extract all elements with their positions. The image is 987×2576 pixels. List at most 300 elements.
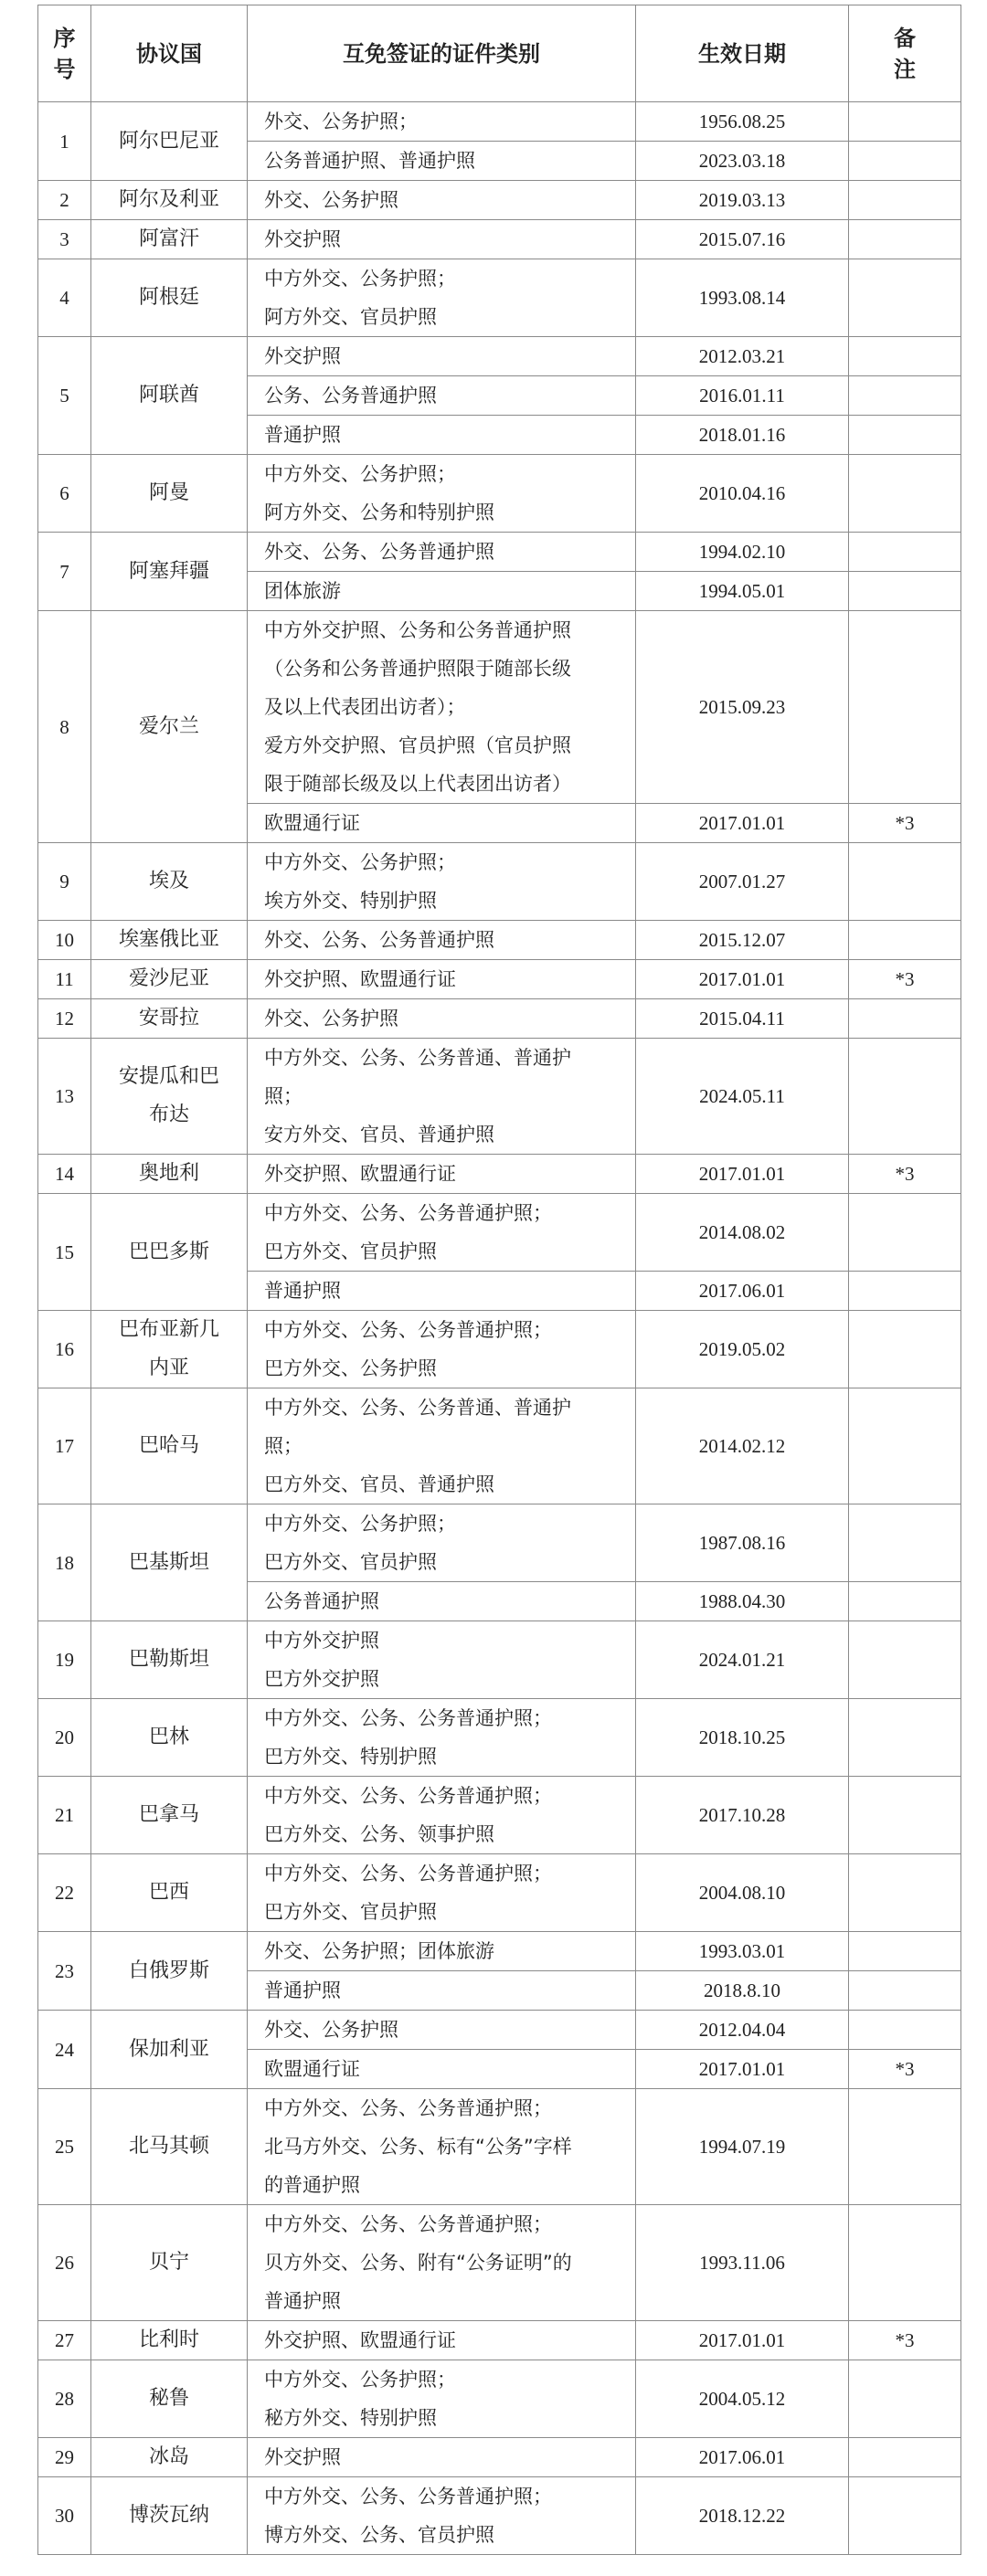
table-row [38,1504,961,1582]
header-note-text: 备 注 [894,25,916,82]
document-type-line: 中方外交、公务护照； [264,463,456,485]
row-number: 15 [38,1194,91,1311]
table-row [38,921,961,960]
remark-cell: *3 [849,2321,961,2360]
country-cell [91,1621,248,1699]
table-header-row [38,5,961,102]
remark-cell [849,533,961,572]
effective-date-cell: 2015.09.23 [636,611,849,804]
country-name-line: 安哥拉 [138,1007,199,1029]
country-name-line: 埃塞俄比亚 [118,928,219,951]
document-type-line: 巴方外交、特别护照 [264,1746,437,1768]
document-type-line: 中方外交、公务护照； [264,2369,456,2391]
remark-cell [849,181,961,220]
document-types-cell [248,376,636,416]
country-cell [91,999,248,1039]
remark-cell [849,376,961,416]
remark-cell [849,1777,961,1854]
document-types-cell [248,999,636,1039]
row-number: 17 [38,1388,91,1504]
document-type-line: 外交护照、欧盟通行证 [264,2329,456,2351]
effective-date-cell: 1987.08.16 [636,1504,849,1582]
document-types-cell [248,1194,636,1272]
table-row [38,1155,961,1194]
document-type-line: 外交、公务护照 [264,2019,398,2041]
row-number: 8 [38,611,91,843]
table-row [38,181,961,220]
document-type-line: 中方外交、公务护照； [264,851,456,873]
table-row [38,2205,961,2321]
document-type-line: 阿方外交、官员护照 [264,306,437,328]
document-type-line: 的普通护照 [264,2174,360,2196]
row-number: 20 [38,1699,91,1777]
table-row [38,1777,961,1854]
country-name-line: 保加利亚 [128,2037,209,2061]
document-types-cell [248,2089,636,2205]
document-type-line: 中方外交护照 [264,1630,379,1652]
remark-cell [849,2438,961,2477]
country-cell [91,2477,248,2555]
table-row [38,455,961,533]
document-types-cell [248,142,636,181]
document-type-line: 外交护照、欧盟通行证 [264,1163,456,1185]
table-row [38,1699,961,1777]
country-cell [91,1039,248,1155]
country-name-line: 巴哈马 [138,1434,199,1457]
document-type-line: 中方外交、公务护照； [264,1513,456,1535]
country-name-line: 阿根廷 [138,286,199,309]
remark-cell [849,416,961,455]
effective-date-cell: 2017.01.01 [636,804,849,843]
row-number: 27 [38,2321,91,2360]
effective-date-cell: 2018.01.16 [636,416,849,455]
document-type-line: 巴方外交、公务、领事护照 [264,1823,494,1845]
document-type-line: 团体旅游 [264,580,341,602]
country-cell [91,2360,248,2438]
document-types-cell [248,1582,636,1621]
header-types: 互免签证的证件类别 [248,5,636,102]
country-cell [91,1699,248,1777]
remark-cell: *3 [849,1155,961,1194]
table-row [38,2321,961,2360]
effective-date-cell: 1994.02.10 [636,533,849,572]
document-type-line: 中方外交、公务、公务普通、普通护 [264,1397,571,1419]
effective-date-cell: 2023.03.18 [636,142,849,181]
document-type-line: 秘方外交、特别护照 [264,2407,437,2429]
country-cell [91,102,248,181]
document-types-cell [248,611,636,804]
country-cell [91,1311,248,1388]
remark-cell [849,142,961,181]
header-no [38,5,91,102]
row-number: 30 [38,2477,91,2555]
document-type-line: 中方外交、公务、公务普通护照； [264,1863,552,1884]
country-name-line: 阿富汗 [138,227,199,250]
effective-date-cell: 2015.12.07 [636,921,849,960]
document-type-line: 外交护照 [264,345,341,367]
effective-date-cell: 1988.04.30 [636,1582,849,1621]
document-type-line: 照； [264,1085,302,1107]
document-type-line: 巴方外交、官员、普通护照 [264,1473,494,1495]
document-type-line: 外交、公务护照 [264,189,398,211]
effective-date-cell: 2018.10.25 [636,1699,849,1777]
row-number: 6 [38,455,91,533]
table-row [38,259,961,337]
table-row [38,843,961,921]
country-name-line: 北马其顿 [128,2135,209,2158]
country-name-line: 埃及 [148,870,189,892]
row-number: 12 [38,999,91,1039]
remark-cell [849,2360,961,2438]
document-types-cell [248,1039,636,1155]
country-name-line: 阿塞拜疆 [128,559,209,583]
header-country: 协议国 [91,5,248,102]
document-type-line: 巴方外交、公务护照 [264,1357,437,1379]
country-cell [91,611,248,843]
effective-date-cell: 2012.03.21 [636,337,849,376]
effective-date-cell: 2015.07.16 [636,220,849,259]
document-types-cell [248,1621,636,1699]
row-number: 22 [38,1854,91,1932]
remark-cell [849,2089,961,2205]
document-type-line: 外交护照 [264,228,341,250]
effective-date-cell: 2007.01.27 [636,843,849,921]
table-row [38,1932,961,1971]
document-types-cell [248,259,636,337]
country-name-line: 阿联酋 [138,384,199,406]
document-type-line: 外交、公务护照； [264,111,418,132]
remark-cell [849,1504,961,1582]
document-type-line: 中方外交、公务、公务普通护照； [264,2486,552,2507]
document-type-line: 欧盟通行证 [264,2058,360,2080]
row-number: 10 [38,921,91,960]
row-number: 23 [38,1932,91,2011]
document-type-line: 中方外交、公务、公务普通护照； [264,2097,552,2119]
remark-cell [849,259,961,337]
document-types-cell [248,337,636,376]
country-cell [91,2321,248,2360]
table-row [38,2477,961,2555]
document-type-line: 中方外交、公务、公务普通、普通护 [264,1047,571,1069]
document-types-cell [248,2477,636,2555]
table-row [38,611,961,804]
country-name-line: 巴拿马 [138,1803,199,1826]
table-row [38,960,961,999]
document-type-line: 中方外交、公务、公务普通护照； [264,1319,552,1341]
row-number: 14 [38,1155,91,1194]
country-cell [91,1388,248,1504]
document-type-line: 照； [264,1435,302,1457]
document-type-line: 普通护照 [264,1980,341,2001]
country-cell [91,181,248,220]
row-number: 4 [38,259,91,337]
country-name-line: 巴西 [148,1881,189,1904]
row-number: 16 [38,1311,91,1388]
remark-cell [849,337,961,376]
effective-date-cell: 2016.01.11 [636,376,849,416]
document-type-line: 外交、公务、公务普通护照 [264,541,494,563]
effective-date-cell: 2017.01.01 [636,960,849,999]
effective-date-cell: 2018.8.10 [636,1971,849,2011]
document-types-cell [248,416,636,455]
document-type-line: 欧盟通行证 [264,812,360,834]
table-row [38,2360,961,2438]
remark-cell [849,921,961,960]
table-row [38,533,961,572]
table-row [38,1388,961,1504]
country-name-line: 阿尔巴尼亚 [118,129,219,153]
document-types-cell [248,2360,636,2438]
header-date: 生效日期 [636,5,849,102]
country-name-line: 白俄罗斯 [128,1958,209,1982]
table-row [38,337,961,376]
document-type-line: 巴方外交、官员护照 [264,1901,437,1923]
country-name-line: 安提瓜和巴 [118,1065,219,1088]
effective-date-cell: 1994.07.19 [636,2089,849,2205]
remark-cell [849,1582,961,1621]
country-cell [91,1854,248,1932]
country-cell [91,1155,248,1194]
document-type-line: 中方外交、公务、公务普通护照； [264,1785,552,1807]
document-types-cell [248,921,636,960]
remark-cell [849,999,961,1039]
country-name-line: 巴布亚新几 [118,1318,219,1341]
remark-cell: *3 [849,804,961,843]
remark-cell [849,1971,961,2011]
effective-date-cell: 2015.04.11 [636,999,849,1039]
document-type-line: 埃方外交、特别护照 [264,890,437,912]
country-name-line: 巴基斯坦 [128,1550,209,1574]
table-row [38,220,961,259]
table-row [38,1311,961,1388]
document-type-line: 阿方外交、公务和特别护照 [264,501,494,523]
remark-cell [849,1854,961,1932]
table-body [38,102,961,2555]
country-name-line: 博茨瓦纳 [128,2504,209,2527]
country-name-line: 贝宁 [148,2251,189,2274]
document-type-line: 外交、公务护照；团体旅游 [264,1940,494,1962]
effective-date-cell: 2017.06.01 [636,1272,849,1311]
document-type-line: 公务普通护照 [264,1590,379,1612]
country-name-line: 巴勒斯坦 [128,1648,209,1671]
remark-cell [849,1272,961,1311]
document-types-cell [248,1932,636,1971]
country-name-line: 阿曼 [148,481,189,504]
country-cell [91,337,248,455]
effective-date-cell: 2017.06.01 [636,2438,849,2477]
remark-cell [849,1039,961,1155]
country-name-line: 秘鲁 [148,2387,189,2410]
row-number: 13 [38,1039,91,1155]
document-types-cell [248,2050,636,2089]
document-type-line: 安方外交、官员、普通护照 [264,1124,494,1145]
remark-cell [849,2011,961,2050]
document-types-cell [248,1854,636,1932]
document-type-line: 普通护照 [264,2290,341,2312]
table-row [38,102,961,142]
remark-cell [849,843,961,921]
row-number: 18 [38,1504,91,1621]
document-types-cell [248,102,636,142]
effective-date-cell: 2017.10.28 [636,1777,849,1854]
country-name-line: 巴林 [148,1726,189,1748]
remark-cell [849,220,961,259]
document-types-cell [248,2205,636,2321]
remark-cell [849,1194,961,1272]
effective-date-cell: 1956.08.25 [636,102,849,142]
effective-date-cell: 2017.01.01 [636,2050,849,2089]
country-cell [91,2205,248,2321]
document-type-line: 外交、公务护照 [264,1008,398,1029]
row-number: 24 [38,2011,91,2089]
document-type-line: 中方外交、公务护照； [264,268,456,290]
document-types-cell [248,533,636,572]
row-number: 21 [38,1777,91,1854]
remark-cell [849,611,961,804]
document-type-line: 爱方外交护照、官员护照（官员护照 [264,734,571,756]
effective-date-cell: 1994.05.01 [636,572,849,611]
country-cell [91,2438,248,2477]
document-type-line: 巴方外交、官员护照 [264,1240,437,1262]
country-cell [91,1194,248,1311]
document-type-line: 中方外交、公务、公务普通护照； [264,2213,552,2235]
table-row [38,1621,961,1699]
remark-cell [849,1932,961,1971]
row-number: 25 [38,2089,91,2205]
remark-cell [849,1388,961,1504]
effective-date-cell: 2012.04.04 [636,2011,849,2050]
table-row [38,999,961,1039]
row-number: 9 [38,843,91,921]
remark-cell [849,1311,961,1388]
document-types-cell [248,804,636,843]
effective-date-cell: 1993.11.06 [636,2205,849,2321]
document-type-line: 公务、公务普通护照 [264,385,437,406]
effective-date-cell: 2014.02.12 [636,1388,849,1504]
country-name-line: 冰岛 [148,2445,189,2468]
remark-cell [849,102,961,142]
row-number: 5 [38,337,91,455]
document-types-cell [248,181,636,220]
effective-date-cell: 1993.03.01 [636,1932,849,1971]
country-name-line: 布达 [148,1103,189,1126]
effective-date-cell: 2004.08.10 [636,1854,849,1932]
effective-date-cell: 2024.05.11 [636,1039,849,1155]
document-type-line: 中方外交、公务、公务普通护照； [264,1707,552,1729]
remark-cell [849,455,961,533]
document-type-line: 普通护照 [264,424,341,446]
country-name-line: 内亚 [148,1357,189,1379]
document-type-line: 公务普通护照、普通护照 [264,150,475,172]
header-no-text: 序 号 [53,25,76,82]
country-cell [91,259,248,337]
table-row [38,1039,961,1155]
country-name-line: 爱沙尼亚 [128,967,209,990]
table-row [38,1854,961,1932]
document-type-line: 外交护照、欧盟通行证 [264,968,456,990]
document-type-line: 北马方外交、公务、标有“公务”字样 [264,2136,572,2158]
table-row [38,2438,961,2477]
country-cell [91,960,248,999]
document-type-line: 普通护照 [264,1280,341,1302]
effective-date-cell: 2010.04.16 [636,455,849,533]
remark-cell: *3 [849,2050,961,2089]
country-cell [91,1777,248,1854]
country-cell [91,1504,248,1621]
row-number: 28 [38,2360,91,2438]
document-types-cell [248,843,636,921]
document-types-cell [248,1777,636,1854]
country-name-line: 奥地利 [138,1162,199,1185]
effective-date-cell: 2017.01.01 [636,2321,849,2360]
effective-date-cell: 2004.05.12 [636,2360,849,2438]
document-types-cell [248,1971,636,2011]
country-cell [91,455,248,533]
effective-date-cell: 2024.01.21 [636,1621,849,1699]
document-type-line: 中方外交护照、公务和公务普通护照 [264,619,571,641]
document-type-line: 及以上代表团出访者）； [264,696,466,718]
document-types-cell [248,2011,636,2050]
table-row [38,2089,961,2205]
visa-exemption-table [37,5,961,2555]
effective-date-cell: 2014.08.02 [636,1194,849,1272]
row-number: 7 [38,533,91,611]
row-number: 26 [38,2205,91,2321]
document-type-line: 外交护照 [264,2446,341,2468]
document-types-cell [248,960,636,999]
effective-date-cell: 2018.12.22 [636,2477,849,2555]
country-name-line: 阿尔及利亚 [118,188,219,211]
country-name-line: 比利时 [138,2328,199,2351]
document-types-cell [248,1155,636,1194]
document-types-cell [248,1699,636,1777]
document-types-cell [248,1311,636,1388]
effective-date-cell: 2019.03.13 [636,181,849,220]
country-cell [91,2089,248,2205]
document-types-cell [248,2438,636,2477]
row-number: 19 [38,1621,91,1699]
remark-cell [849,2477,961,2555]
country-cell [91,2011,248,2089]
remark-cell [849,1621,961,1699]
document-types-cell [248,220,636,259]
table-row [38,2011,961,2050]
row-number: 3 [38,220,91,259]
country-name-line: 爱尔兰 [138,714,199,738]
document-type-line: 贝方外交、公务、附有“公务证明”的 [264,2252,572,2274]
effective-date-cell: 2019.05.02 [636,1311,849,1388]
document-types-cell [248,1272,636,1311]
remark-cell: *3 [849,960,961,999]
document-type-line: 巴方外交、官员护照 [264,1551,437,1573]
document-type-line: 外交、公务、公务普通护照 [264,929,494,951]
document-types-cell [248,1504,636,1582]
row-number: 2 [38,181,91,220]
effective-date-cell: 1993.08.14 [636,259,849,337]
remark-cell [849,1699,961,1777]
remark-cell [849,2205,961,2321]
document-type-line: （公务和公务普通护照限于随部长级 [264,658,571,680]
table-row [38,1194,961,1272]
row-number: 11 [38,960,91,999]
document-type-line: 限于随部长级及以上代表团出访者） [264,773,571,795]
row-number: 1 [38,102,91,181]
document-type-line: 巴方外交护照 [264,1668,379,1690]
country-cell [91,533,248,611]
header-note [849,5,961,102]
country-cell [91,921,248,960]
effective-date-cell: 2017.01.01 [636,1155,849,1194]
